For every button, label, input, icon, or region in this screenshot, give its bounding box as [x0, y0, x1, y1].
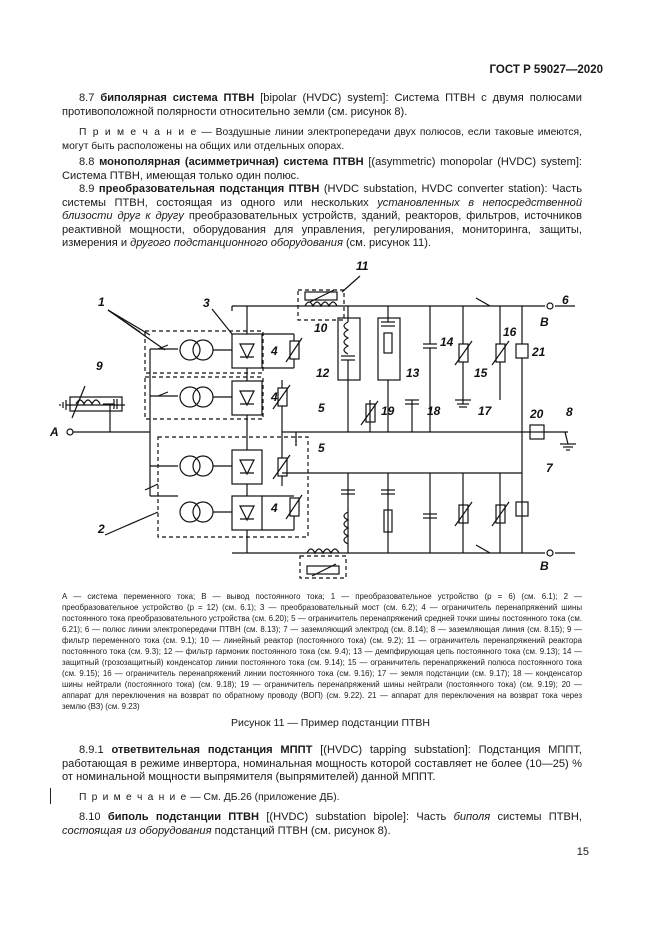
definition-part: системы ПТВН,	[490, 811, 582, 823]
clause-number: 8.10	[79, 811, 101, 823]
label-17: 17	[478, 404, 492, 418]
figure-legend: А — система переменного тока; В — вывод постоянного тока; 1 — преобразовательное устройство (p = 6) (см. 6.1); 2 — преобразовательное устройство (p = 12) (см. 6.1); 3 — преобразовательный мост (см. 6.2); 4 — ограничитель перенапряжений шины постоянного тока преобразовательного устройства (см. 6.20); 5 — ограничитель перенапряжений средней точки шины постоянного тока (см. 6.21); 6 — полюс линии электропередачи ПТВН (см. 8.13); 7 — заземляющий электрод (см. 8.14); 8 — заземляющая линия (см. 8.15); 9 — фильтр переменного тока (см. 9.1); 10 — линейный реактор (постоянного тока) (см. 9.2); 11 — ограничитель перенапряжений реактора постоянного тока (см. 9.3); 12 — фильтр гармоник постоянного тока (см. 9.4); 13 — демпфирующая цепь постоянного тока (см. 9.13); 14 — защитный (грозозащитный) конденсатор линии постоянного тока (см. 9.14); 15 — ограничитель перенапряжений полюса постоянного тока (см. 9.15); 16 — ограничитель перенапряжений линии постоянного тока (см. 9.16); 17 — земля подстанции (см. 9.17); 18 — конденсатор шины нейтрали (постоянного тока) (см. 9.18); 19 — ограничитель перенапряжений шины нейтрали (постоянного тока) (см. 9.19); 20 — аппарат для переключения на возврат по обратному проводу (ВОП) (см. 9.22). 21 — аппарат для переключения на возврат тока через землю (ВЗ) (см. 9.23)	[62, 592, 582, 711]
term: биполярная система ПТВН	[100, 92, 255, 104]
definition: [(HVDC) tapping substation]: Подстанция МППТ, работающая в режиме инвертора, номинальная мощность которой составляет не более (10—25) % от номинальной мощности выпрямителя (выпрямителей) данной МППТ.	[62, 744, 582, 784]
clause-number: 8.8	[79, 156, 95, 168]
definition-part: преобразовательных устройств, зданий, реакторов, фильтров, источников реактивной мощности, оборудования для управления, регулирования, мониторинга, защиты, измерения и	[62, 210, 582, 250]
label-2: 2	[98, 522, 105, 536]
label-6: 6	[562, 293, 569, 307]
label-10: 10	[314, 321, 328, 335]
emphasis: установленных в непосредственной близости друг к другу	[62, 196, 583, 223]
label-11: 11	[356, 259, 369, 273]
figure-caption: Рисунок 11 — Пример подстанции ПТВН	[230, 717, 431, 729]
revision-bar	[50, 788, 51, 804]
label-B-bottom: B	[540, 559, 549, 573]
label-A: A	[50, 425, 59, 439]
note-label: П р и м е ч а н и е	[79, 792, 188, 803]
term: монополярная (асимметричная) система ПТВН	[99, 156, 364, 168]
label-4b: 4	[271, 390, 278, 404]
label-9: 9	[96, 359, 103, 373]
label-5b: 5	[318, 441, 325, 455]
note-label: П р и м е ч а н и е	[79, 127, 198, 138]
note-text: — См. ДБ.26 (приложение ДБ).	[187, 792, 340, 803]
term: биполь подстанции ПТВН	[107, 811, 260, 823]
label-19: 19	[381, 404, 395, 418]
label-18: 18	[427, 404, 441, 418]
term: преобразовательная подстанция ПТВН	[98, 183, 320, 195]
emphasis: состоящая из оборудования	[62, 824, 212, 837]
clause-number: 8.7	[79, 92, 95, 104]
page-number: 15	[576, 846, 589, 858]
label-7: 7	[546, 461, 553, 475]
clause-number: 8.9	[79, 183, 95, 195]
emphasis: биполя	[453, 811, 491, 823]
definition-part: [(HVDC) substation bipole]: Часть	[259, 811, 454, 823]
definition-part: (см. рисунок 11).	[342, 237, 431, 250]
label-12: 12	[316, 366, 330, 380]
clause-8-9-1	[62, 744, 582, 785]
label-14: 14	[440, 335, 454, 349]
label-16: 16	[503, 325, 517, 339]
label-13: 13	[406, 366, 420, 380]
emphasis: другого подстанционного оборудования	[130, 237, 343, 250]
label-4c: 4	[271, 501, 278, 515]
label-3: 3	[203, 296, 210, 310]
definition-part: подстанций ПТВН (см. рисунок 8).	[211, 824, 391, 837]
label-B-top: B	[540, 315, 549, 329]
clause-8-10	[62, 811, 582, 838]
label-15: 15	[474, 366, 488, 380]
term: ответвительная подстанция МППТ	[111, 744, 313, 756]
definition-part: (HVDC substation, HVDC converter station): Часть системы ПТВН, состоящая из одного или нескольких	[62, 183, 582, 209]
label-5a: 5	[318, 401, 325, 415]
label-1: 1	[98, 295, 105, 309]
label-4a: 4	[271, 344, 278, 358]
definition: [(asymmetric) monopolar (HVDC) system]: Система ПТВН, имеющая только один полюс.	[62, 156, 583, 182]
label-20: 20	[530, 407, 544, 421]
note-text: — Воздушные линии электропередачи двух полюсов, если таковые имеются, могут быть расположены на общих или отдельных опорах.	[62, 127, 582, 152]
label-8: 8	[566, 405, 573, 419]
standard-header: ГОСТ Р 59027—2020	[489, 64, 603, 76]
label-21: 21	[532, 345, 546, 359]
clause-number: 8.9.1	[79, 744, 104, 756]
note-8-9-1	[62, 791, 582, 805]
definition: [bipolar (HVDC) system]: Система ПТВН с двумя полюсами противоположной полярности относительно земли (см. рисунок 8).	[62, 92, 582, 118]
